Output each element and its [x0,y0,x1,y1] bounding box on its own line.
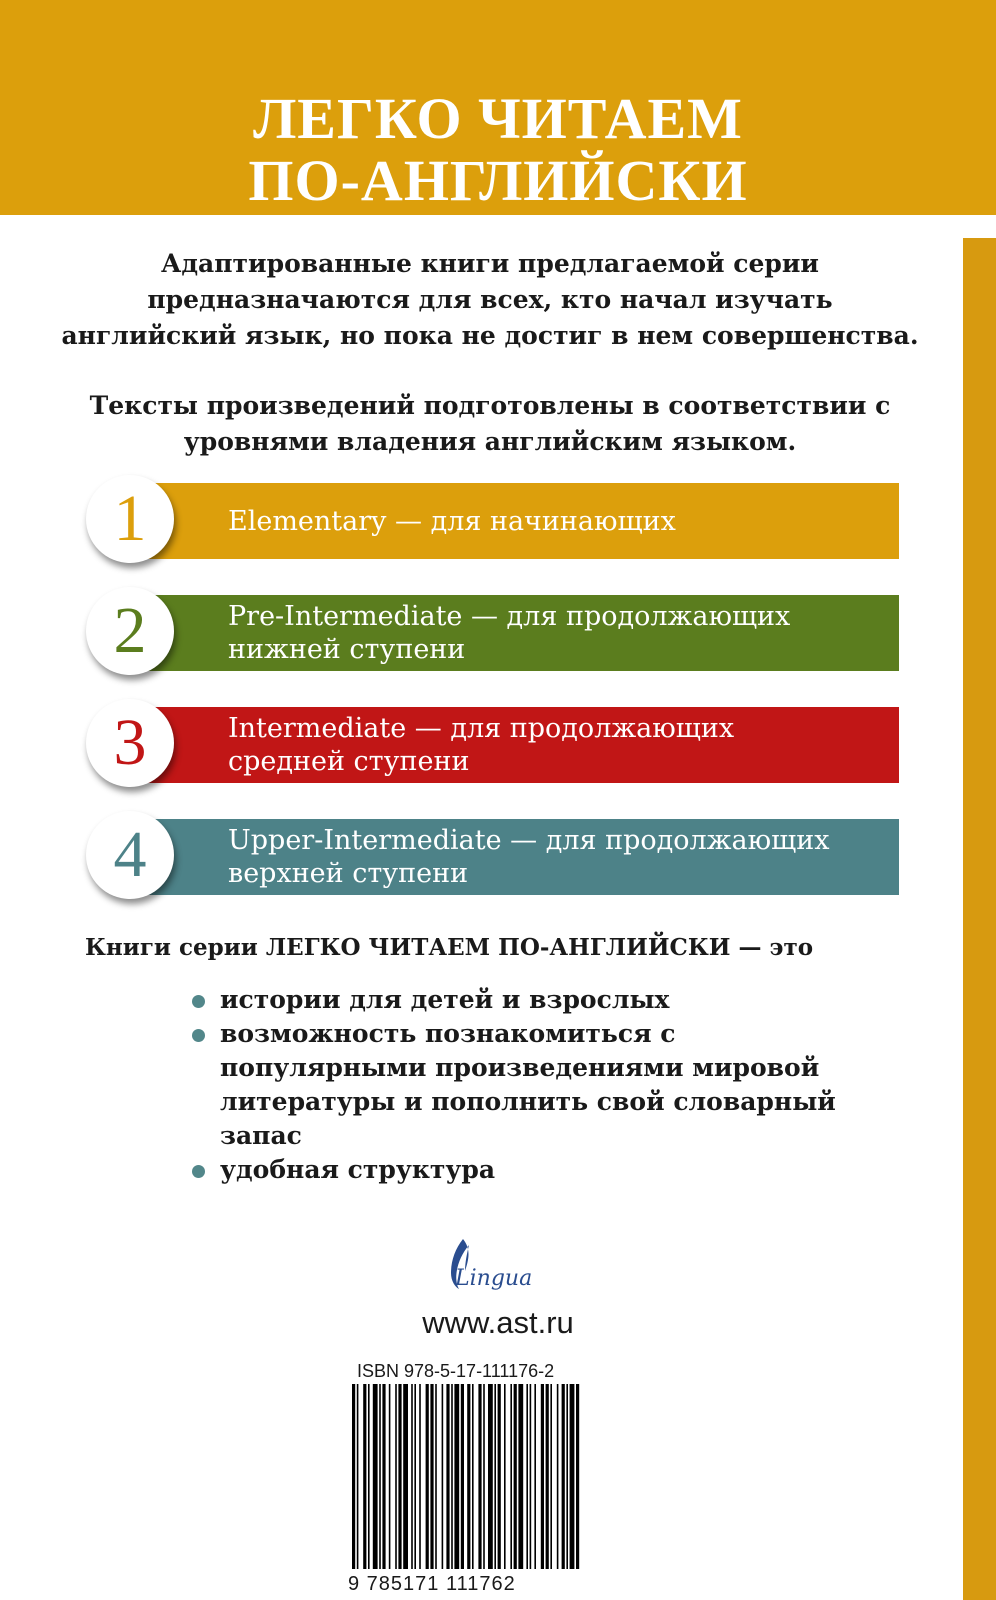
feature-text: истории для детей и взрослых [220,985,670,1014]
publisher-logo [425,1235,535,1295]
feature-text: удобная структура [220,1155,496,1184]
bullet-dot-icon [192,1029,205,1042]
barcode-bar [483,1384,485,1569]
level-3-text [228,707,888,783]
barcode-bar [566,1384,568,1569]
barcode-bar [514,1384,517,1569]
barcode-bar [454,1384,459,1569]
barcode-bar [478,1384,481,1569]
barcode-bar [373,1384,378,1569]
feature-item [190,1017,890,1153]
barcode-bar [414,1384,416,1569]
barcode-bar [504,1384,506,1569]
barcode-bar [570,1384,575,1569]
barcode-bar [518,1384,523,1569]
isbn-label: ISBN 978-5-17-111176-2 [357,1361,555,1381]
level-4-line-1: Upper-Intermediate — для продолжающих [228,825,830,856]
barcode [348,1384,583,1569]
barcode-bar [451,1384,453,1569]
barcode-bar [382,1384,385,1569]
level-2 [86,587,899,677]
level-4-bar [122,819,899,895]
header-band [0,0,996,215]
barcode-bar [541,1384,544,1569]
series-line: Книги серии ЛЕГКО ЧИТАЕМ ПО-АНГЛИЙСКИ — это [85,934,814,961]
level-2-text [228,595,888,671]
barcode-bar [411,1384,413,1569]
barcode-bar [576,1384,579,1569]
feature-item [190,1153,890,1187]
barcode-bar [546,1384,549,1569]
level-1-line-1: Elementary — для начинающих [228,505,676,537]
barcode-bar [395,1384,397,1569]
feature-list [190,983,890,1187]
title-line-2: ПО-АНГЛИЙСКИ [248,148,748,213]
level-4-number: 4 [86,811,174,899]
level-2-line-1: Pre-Intermediate — для продолжающих [228,601,791,632]
barcode-bar [357,1384,359,1569]
barcode-digits: 9 785171 111762 [348,1573,516,1595]
barcode-bar [562,1384,565,1569]
level-3-line-1: Intermediate — для продолжающих [228,713,735,744]
level-4-text [228,819,888,895]
level-4-line-2: верхней ступени [228,858,469,889]
level-1-number: 1 [86,475,174,563]
level-1-text [228,483,888,559]
barcode-bar [467,1384,470,1569]
intro-paragraph-1: Адаптированные книги предлагаемой серии предназначаются для всех, кто начал изучать английский язык, но пока не достиг в нем совершенства. [61,249,919,350]
level-3-line-2: средней ступени [228,746,470,777]
barcode-bar [446,1384,449,1569]
barcode-bar [472,1384,474,1569]
level-2-line-2: нижней ступени [228,634,466,665]
barcode-bar [398,1384,401,1569]
level-1-bar [122,483,899,559]
level-3 [86,699,899,789]
barcode-bar [498,1384,501,1569]
barcode-bar [494,1384,496,1569]
barcode-bar [379,1384,381,1569]
publisher-url: www.ast.ru [422,1305,574,1340]
spine-strip [963,238,996,1600]
barcode-bar [435,1384,437,1569]
level-4 [86,811,899,901]
feature-text: возможность познакомиться с популярными произведениями мировой литературы и пополнить свой словарный запас [220,1019,836,1150]
barcode-bar [530,1384,532,1569]
barcode-bar [534,1384,536,1569]
bullet-dot-icon [192,1165,205,1178]
feature-item [190,983,890,1017]
logo-text: Lingua [455,1266,533,1291]
level-3-bar [122,707,899,783]
barcode-bar [403,1384,408,1569]
barcode-bar [488,1384,493,1569]
level-2-number: 2 [86,587,174,675]
barcode-bar [426,1384,429,1569]
level-3-number: 3 [86,699,174,787]
barcode-bar [442,1384,444,1569]
level-1 [86,475,899,565]
barcode-bar [389,1384,391,1569]
barcode-bar [510,1384,512,1569]
barcode-bar [368,1384,370,1569]
barcode-bar [430,1384,433,1569]
title-line-1: ЛЕГКО ЧИТАЕМ [253,86,743,151]
cover-title [0,88,996,212]
barcode-bar [550,1384,552,1569]
barcode-bar [557,1384,559,1569]
barcode-bar [526,1384,528,1569]
barcode-bar [352,1384,355,1569]
barcode-bar [419,1384,421,1569]
bullet-dot-icon [192,995,205,1008]
barcode-bar [363,1384,366,1569]
barcode-bar [461,1384,464,1569]
intro-paragraph-2: Тексты произведений подготовлены в соответствии с уровнями владения английским языком. [89,391,891,456]
level-2-bar [122,595,899,671]
